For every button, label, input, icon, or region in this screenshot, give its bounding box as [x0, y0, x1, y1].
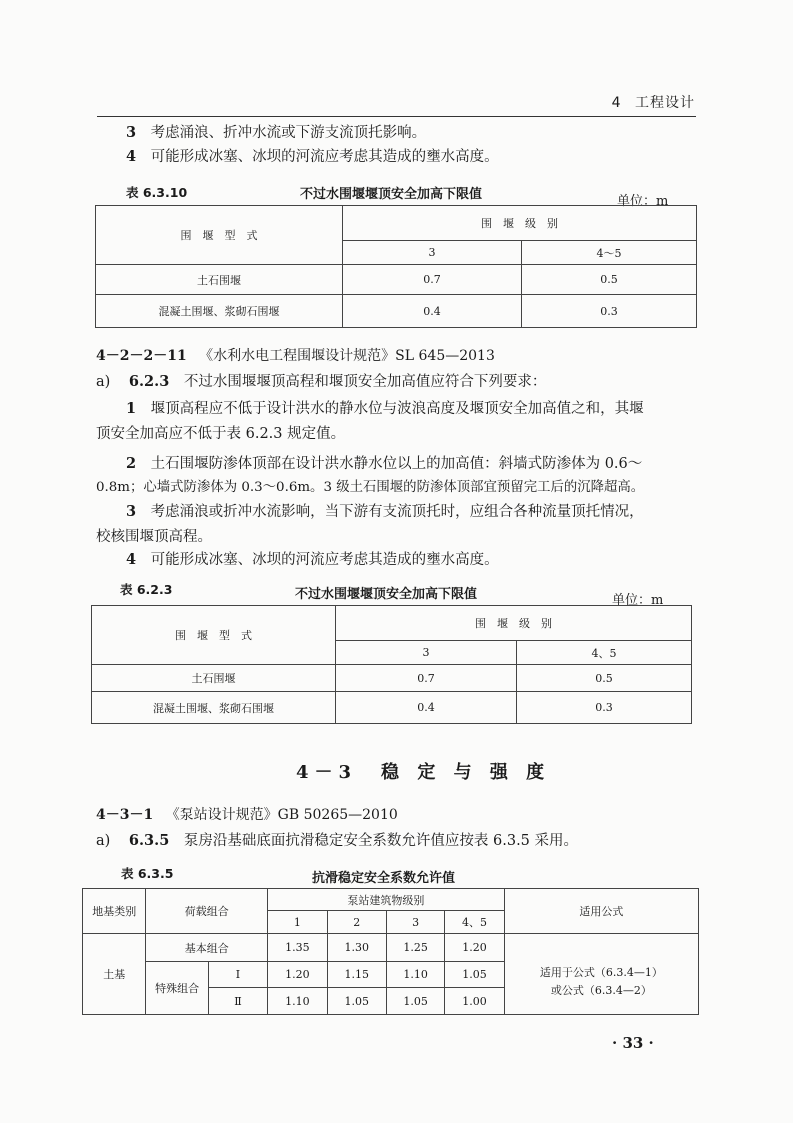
table-unit: 单位：m	[612, 593, 664, 608]
table-cell: 1.05	[445, 962, 504, 988]
table-cell: 0.5	[517, 665, 692, 692]
table-title: 抗滑稳定安全系数允许值	[312, 871, 456, 886]
header-cell: 4、5	[445, 911, 504, 934]
table-3	[82, 888, 699, 1015]
list-item: 4 可能形成冰塞、冰坝的河流应考虑其造成的壅水高度。	[126, 148, 499, 165]
list-item: 4 可能形成冰塞、冰坝的河流应考虑其造成的壅水高度。	[126, 551, 499, 568]
table-unit: 单位：m	[617, 194, 669, 209]
table-cell: Ⅰ	[208, 962, 267, 988]
table-cell: 土石围堰	[96, 265, 343, 295]
table-cell: 1.15	[327, 962, 386, 988]
table-caption: 表 6.2.3	[120, 582, 173, 597]
chapter-number: 4	[611, 95, 622, 111]
header-cell: 泵站建筑物级别	[268, 889, 505, 911]
header-cell: 围 堰 型 式	[92, 606, 336, 665]
header-cell: 围 堰 级 别	[343, 206, 697, 241]
table-cell: 1.35	[268, 934, 327, 962]
table-title: 不过水围堰堰顶安全加高下限值	[300, 187, 483, 202]
table-cell: 土基	[83, 934, 146, 1015]
table-cell: 特殊组合	[146, 962, 208, 1015]
header-cell: 围 堰 级 别	[336, 606, 692, 641]
section-heading: 4－3 稳 定 与 强 度	[296, 762, 551, 783]
header-cell: 3	[343, 241, 522, 265]
running-header	[612, 92, 695, 112]
header-cell: 3	[386, 911, 444, 934]
clause: a) 6.2.3 不过水围堰堰顶高程和堰顶安全加高值应符合下列要求：	[96, 373, 547, 390]
header-cell: 1	[268, 911, 327, 934]
table-cell: 0.7	[343, 265, 522, 295]
chapter-title: 工程设计	[635, 95, 695, 111]
table-cell: 1.25	[386, 934, 444, 962]
header-cell: 围 堰 型 式	[96, 206, 343, 265]
table-cell: 基本组合	[146, 934, 268, 962]
table-cell	[504, 934, 698, 962]
table-cell: 0.5	[522, 265, 697, 295]
table-cell: 土石围堰	[92, 665, 336, 692]
clause: a) 6.3.5 泵房沿基础底面抗滑稳定安全系数允许值应按表 6.3.5 采用。	[96, 832, 579, 849]
table-cell: 0.3	[522, 295, 697, 328]
header-cell: 3	[336, 641, 517, 665]
table-cell: 1.30	[327, 934, 386, 962]
table-cell: 0.4	[343, 295, 522, 328]
table-cell: 混凝土围堰、浆砌石围堰	[92, 692, 336, 724]
table-caption: 表 6.3.5	[121, 866, 174, 881]
table-cell: 0.3	[517, 692, 692, 724]
table-caption: 表 6.3.10	[126, 185, 188, 200]
page-number: · 33 ·	[612, 1034, 654, 1052]
list-item: 3 考虑涌浪或折冲水流影响，当下游有支流顶托时，应组合各种流量顶托情况，	[126, 503, 644, 520]
table-cell: 1.20	[445, 934, 504, 962]
table-title: 不过水围堰堰顶安全加高下限值	[295, 587, 478, 602]
standard-reference: 4－3－1 《泵站设计规范》GB 50265—2010	[96, 807, 398, 823]
header-cell: 2	[327, 911, 386, 934]
table-cell: 1.20	[268, 962, 327, 988]
header-cell: 4～5	[522, 241, 697, 265]
list-item-continued: 顶安全加高应不低于表 6.2.3 规定值。	[96, 426, 346, 442]
formula-cell	[504, 962, 698, 1015]
list-item-continued: 0.8m；心墙式防渗体为 0.3～0.6m。3 级土石围堰的防渗体顶部宜预留完工后的沉降超高。	[96, 480, 645, 495]
list-item: 3 考虑涌浪、折冲水流或下游支流顶托影响。	[126, 124, 427, 141]
table-cell: 1.00	[445, 988, 504, 1015]
list-item: 2 土石围堰防渗体顶部在设计洪水静水位以上的加高值：斜墙式防渗体为 0.6～	[126, 455, 643, 472]
list-item-continued: 校核围堰顶高程。	[96, 529, 212, 545]
standard-reference: 4－2－2－11 《水利水电工程围堰设计规范》SL 645—2013	[96, 348, 495, 364]
header-cell: 4、5	[517, 641, 692, 665]
table-cell: 混凝土围堰、浆砌石围堰	[96, 295, 343, 328]
formula-line: 适用于公式（6.3.4—1）	[539, 965, 663, 979]
table-cell: 1.10	[268, 988, 327, 1015]
table-cell: 0.7	[336, 665, 517, 692]
table-cell: 1.10	[386, 962, 444, 988]
table-1	[95, 205, 697, 328]
header-cell: 荷载组合	[146, 889, 268, 934]
table-cell: 1.05	[327, 988, 386, 1015]
list-item: 1 堰顶高程应不低于设计洪水的静水位与波浪高度及堰顶安全加高值之和，其堰	[126, 400, 644, 417]
table-cell: 1.05	[386, 988, 444, 1015]
formula-line: 或公式（6.3.4—2）	[550, 983, 652, 997]
table-cell: Ⅱ	[208, 988, 267, 1015]
header-rule	[97, 116, 696, 117]
header-cell: 适用公式	[504, 889, 698, 934]
table-2	[91, 605, 692, 724]
header-cell: 地基类别	[83, 889, 146, 934]
table-cell: 0.4	[336, 692, 517, 724]
